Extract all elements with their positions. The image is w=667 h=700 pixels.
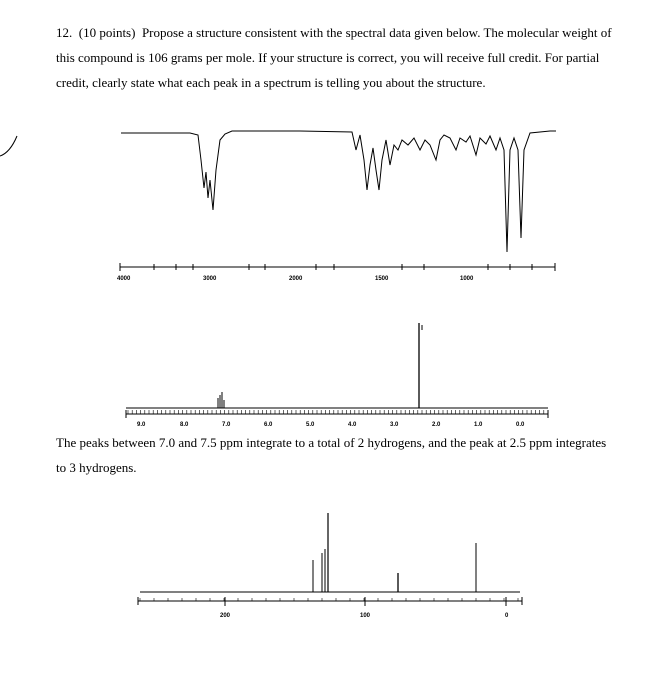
h-nmr-tick-label: 2.0 [432, 422, 441, 428]
ir-spectrum [120, 131, 556, 271]
question-number: 12. [56, 25, 73, 40]
h-nmr-tick-label: 9.0 [137, 422, 146, 428]
h-nmr-tick-label: 1.0 [474, 422, 483, 428]
c-nmr-tick-label: 0 [505, 613, 509, 619]
h-nmr-tick-label: 6.0 [264, 422, 273, 428]
ir-tick-label: 3000 [203, 276, 217, 282]
h-nmr-tick-label: 5.0 [306, 422, 315, 428]
h-nmr-tick-label: 4.0 [348, 422, 357, 428]
ir-trace [121, 131, 556, 252]
h-nmr-tick-label: 8.0 [180, 422, 189, 428]
c-nmr-tick-labels [220, 613, 509, 619]
h-nmr-spectrum [126, 323, 548, 418]
c-nmr-tick-label: 100 [360, 613, 371, 619]
ir-tick-label: 2000 [289, 276, 303, 282]
ir-tick-label: 1500 [375, 276, 389, 282]
question-points: (10 points) [78, 25, 136, 40]
h-nmr-tick-label: 0.0 [516, 422, 525, 428]
ir-tick-labels [117, 276, 474, 282]
h-nmr-tick-label: 7.0 [222, 422, 231, 428]
h-nmr-integration-note: The peaks between 7.0 and 7.5 ppm integrate to a total of 2 hydrogens, and the peak at 2.5 ppm integrates to 3 hydrogens. [56, 435, 607, 475]
margin-check-mark [0, 136, 17, 156]
h-nmr-tick-labels [137, 422, 525, 428]
h-nmr-minor-ticks [128, 410, 544, 414]
question-body: Propose a structure consistent with the spectral data given below. The molecular weight of this compound is 106 grams per mole. If your structure is correct, you will receive full credit. For partial credit, clearly state what each peak in a spectrum is telling you about the structure. [56, 25, 612, 90]
ir-tick-label: 1000 [460, 276, 474, 282]
c-nmr-spectrum [138, 513, 522, 606]
c-nmr-tick-label: 200 [220, 613, 231, 619]
ir-tick-label: 4000 [117, 276, 131, 282]
h-nmr-tick-label: 3.0 [390, 422, 399, 428]
